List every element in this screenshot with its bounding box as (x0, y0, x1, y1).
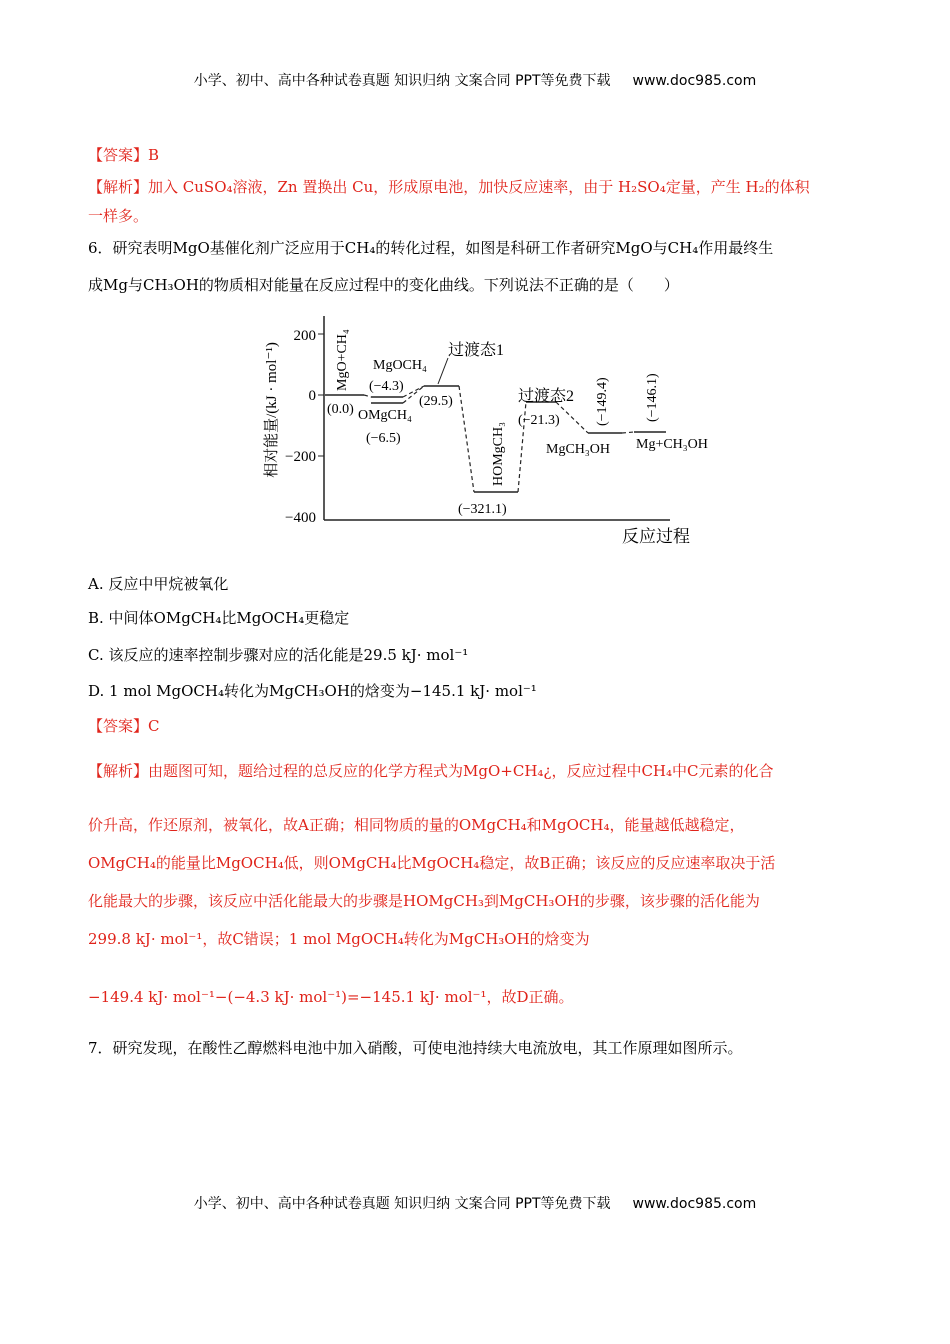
q5-answer: 【答案】B (88, 146, 160, 164)
y-tick-label: 200 (293, 328, 316, 344)
x-axis-label: 反应过程 (622, 527, 690, 546)
page-header (0, 70, 950, 90)
q6-answer: 【答案】C (88, 717, 160, 735)
species-label: 过渡态1 (448, 342, 505, 359)
species-label: MgOCH₄ (373, 358, 427, 373)
q6-stem-line2: 成Mg与CH₃OH的物质相对能量在反应过程中的变化曲线。下列说法不正确的是（ ） (88, 276, 679, 294)
ts1-pointer (438, 358, 448, 384)
q6-analysis-line: 【解析】由题图可知，题给过程的总反应的化学方程式为MgO+CH₄¿，反应过程中CH₄中C元素的化合 (88, 762, 774, 780)
footer-text: 小学、初中、高中各种试卷真题 知识归纳 文案合同 PPT等免费下载 (193, 1196, 611, 1212)
q6-analysis-line: −149.4 kJ· mol⁻¹−(−4.3 kJ· mol⁻¹)=−145.1 kJ· mol⁻¹，故D正确。 (88, 988, 574, 1006)
option-a: A. 反应中甲烷被氧化 (88, 575, 229, 593)
y-tick-label: −400 (285, 510, 316, 526)
species-label: Mg+CH₃OH (636, 437, 708, 452)
q6-analysis-line: OMgCH₄的能量比MgOCH₄低，则OMgCH₄比MgOCH₄稳定，故B正确；该反应的反应速率取决于活 (88, 854, 776, 872)
y-tick-label: −200 (285, 449, 316, 465)
y-axis-label: 相对能量/(kJ · mol⁻¹) (264, 342, 280, 478)
value-label: (−321.1) (458, 502, 507, 517)
q6-analysis-line: 价升高，作还原剂，被氧化，故A正确；相同物质的量的OMgCH₄和MgOCH₄，能量越低越稳定， (88, 816, 745, 834)
species-label: 过渡态2 (518, 388, 575, 405)
species-label: MgCH₃OH (546, 442, 610, 457)
q5-analysis-line2: 一样多。 (88, 207, 149, 225)
option-d: D. 1 mol MgOCH₄转化为MgCH₃OH的焓变为−145.1 kJ· mol⁻¹ (88, 682, 537, 700)
energy-profile-chart (248, 304, 708, 552)
q5-analysis-line1: 【解析】加入 CuSO₄溶液，Zn 置换出 Cu，形成原电池，加快反应速率，由于 H₂SO₄定量，产生 H₂的体积 (88, 178, 810, 196)
header-text: 小学、初中、高中各种试卷真题 知识归纳 文案合同 PPT等免费下载 (193, 73, 611, 89)
page-footer (0, 1193, 950, 1213)
species-label: HOMgCH₃ (491, 422, 506, 486)
q6-analysis-line: 299.8 kJ· mol⁻¹，故C错误；1 mol MgOCH₄转化为MgCH₃OH的焓变为 (88, 930, 590, 948)
option-b: B. 中间体OMgCH₄比MgOCH₄更稳定 (88, 609, 350, 627)
q6-analysis-line: 化能最大的步骤，该反应中活化能最大的步骤是HOMgCH₃到MgCH₃OH的步骤，该步骤的活化能为 (88, 892, 760, 910)
q7-stem: 7．研究发现，在酸性乙醇燃料电池中加入硝酸，可使电池持续大电流放电，其工作原理如图所示。 (88, 1039, 743, 1057)
value-label: (−146.1) (645, 373, 660, 422)
footer-site: www.doc985.com (632, 1196, 757, 1212)
header-site: www.doc985.com (632, 73, 757, 89)
value-label: (29.5) (419, 394, 453, 409)
y-tick-label: 0 (308, 388, 316, 404)
value-label: (−4.3) (369, 379, 404, 394)
value-label: (−149.4) (595, 377, 610, 426)
value-label: (0.0) (327, 402, 354, 417)
species-label: OMgCH₄ (358, 408, 412, 423)
option-c: C. 该反应的速率控制步骤对应的活化能是29.5 kJ· mol⁻¹ (88, 646, 469, 664)
q6-stem-line1: 6．研究表明MgO基催化剂广泛应用于CH₄的转化过程，如图是科研工作者研究MgO与CH₄作用最终生 (88, 239, 774, 257)
value-label: (−6.5) (366, 431, 401, 446)
species-label: MgO+CH₄ (335, 329, 350, 391)
value-label: (−21.3) (518, 413, 560, 428)
